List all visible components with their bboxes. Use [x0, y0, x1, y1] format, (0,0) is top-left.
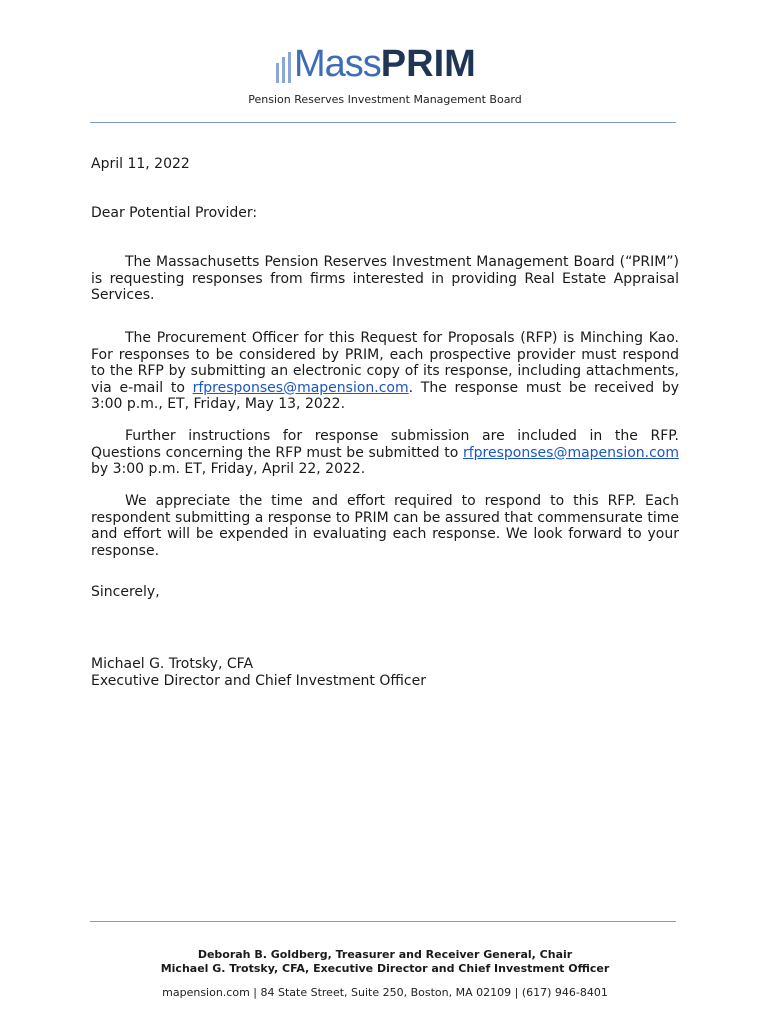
paragraph-3	[91, 428, 679, 478]
letter-greeting: Dear Potential Provider:	[91, 205, 258, 221]
paragraph-3-text-b: by 3:00 p.m. ET, Friday, April 22, 2022.	[91, 461, 366, 477]
paragraph-2-text-b: . The response must be received by 3:00 p.m., ET, Friday, May 13, 2022.	[91, 379, 679, 412]
letter-date: April 11, 2022	[91, 156, 190, 172]
paragraph-2-text-a: The Procurement Officer for this Request for Proposals (RFP) is Minching Kao. For responses to be considered by PRIM, each prospective provider must respond to the RFP by submitting an electronic copy of its response, including attachments, via e-mail to	[91, 330, 679, 396]
footer-director: Michael G. Trotsky, CFA, Executive Director and Chief Investment Officer	[160, 962, 610, 975]
footer-divider	[90, 921, 676, 922]
logo-text-mass: Mass	[294, 43, 381, 85]
signature-block	[91, 656, 426, 690]
footer-officers	[0, 948, 770, 976]
signer-name: Michael G. Trotsky, CFA	[91, 656, 254, 672]
paragraph-2	[91, 330, 679, 413]
paragraph-1: The Massachusetts Pension Reserves Investment Management Board (“PRIM”) is requesting responses from firms interested in providing Real Estate Appraisal Services.	[91, 254, 679, 303]
masspprim-logo	[276, 45, 476, 83]
paragraph-4: We appreciate the time and effort required to respond to this RFP. Each respondent submitting a response to PRIM can be assured that commensurate time and effort will be expended in evaluating each response. We look forward to your response.	[91, 493, 679, 559]
logo-text-prim: PRIM	[380, 43, 476, 85]
header-tagline: Pension Reserves Investment Management Board	[248, 93, 522, 106]
letter-closing: Sincerely,	[91, 584, 160, 600]
footer-contact: mapension.com | 84 State Street, Suite 250, Boston, MA 02109 | (617) 946-8401	[162, 986, 608, 999]
logo-bars-icon	[276, 49, 291, 83]
email-link[interactable]: rfpresponses@mapension.com	[192, 379, 409, 396]
header-divider	[90, 122, 676, 123]
email-link[interactable]: rfpresponses@mapension.com	[462, 444, 679, 461]
paragraph-3-text-a: Further instructions for response submission are included in the RFP. Questions concerning the RFP must be submitted to	[91, 428, 679, 461]
footer-chair: Deborah B. Goldberg, Treasurer and Receiver General, Chair	[197, 948, 573, 961]
signer-title: Executive Director and Chief Investment Officer	[91, 673, 426, 689]
